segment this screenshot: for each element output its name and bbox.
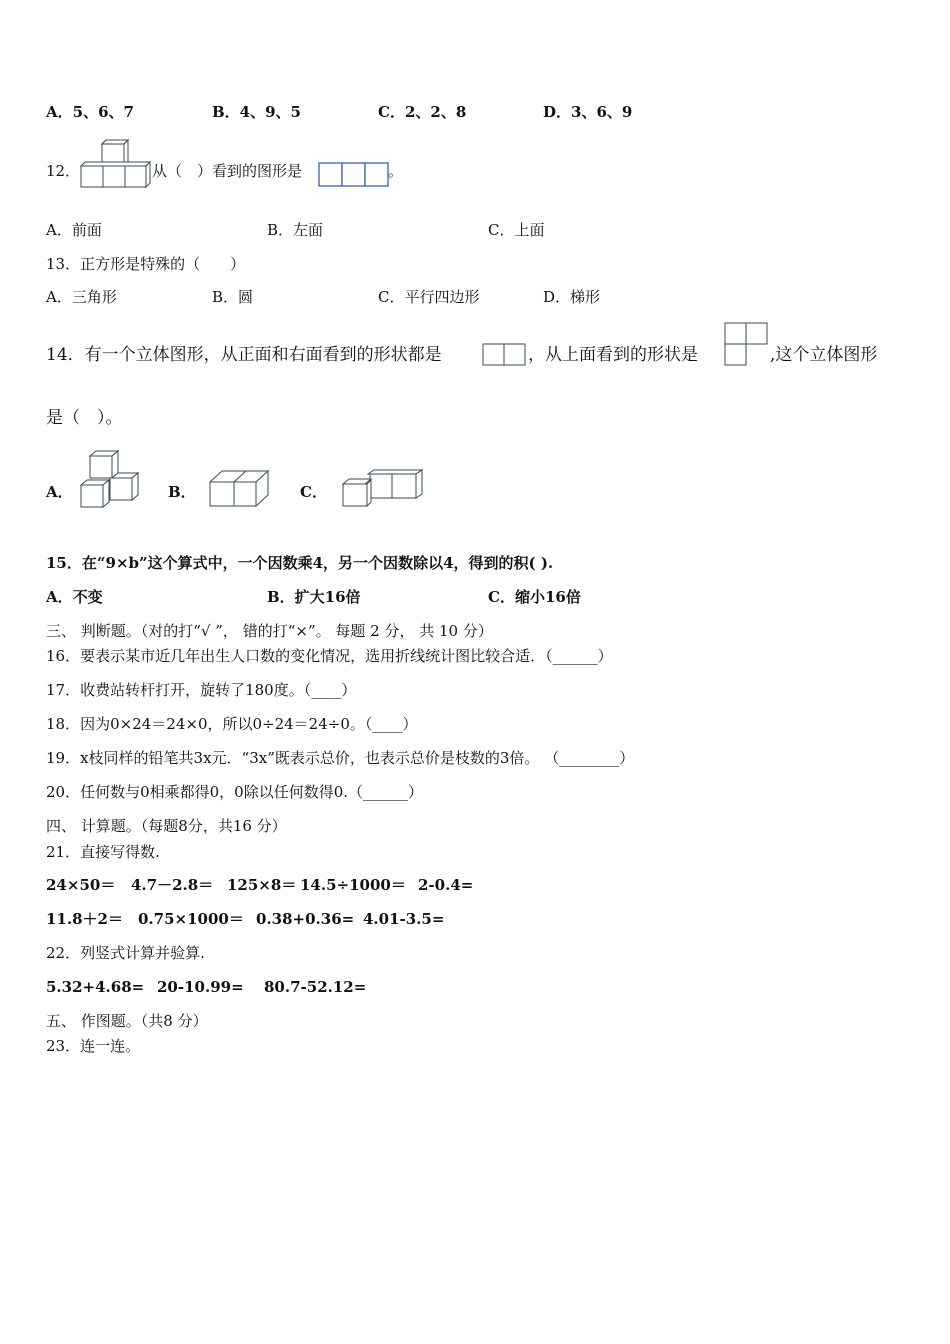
q14-line2: 是（ ）。 <box>46 408 123 428</box>
q20-item: 20．任何数与0相乘都得0，0除以任何数得0.（______） <box>46 783 424 801</box>
q13-option-b: B．圆 <box>212 288 254 306</box>
q12-text-before: 从（ ）看到的图形是 <box>152 162 303 180</box>
q14-part1: 14．有一个立体图形，从正面和右面看到的形状都是 <box>46 345 442 365</box>
q12-text-after: 。 <box>388 162 404 180</box>
q14-option-c: C． <box>300 483 327 501</box>
section5-heading: 五、 作图题。（共8 分） <box>46 1012 208 1030</box>
q14-part3: ,这个立体图形 <box>770 345 878 365</box>
q11-option-a: A．5、6、7 <box>46 103 134 121</box>
q21-expression: 11.8＋2＝ <box>46 910 123 928</box>
q21-expression: 2-0.4= <box>418 876 474 894</box>
q15-option-c: C．缩小16倍 <box>488 588 581 606</box>
section4-heading: 四、 计算题。（每题8分，共16 分） <box>46 817 287 835</box>
q17-item: 17．收费站转杆打开，旋转了180度。（____） <box>46 681 357 699</box>
q21-expression: 0.75×1000＝ <box>138 910 244 928</box>
q21-expression: 24×50＝ <box>46 876 116 894</box>
q16-item: 16．要表示某市近几年出生人口数的变化情况，选用折线统计图比较合适．（______） <box>46 647 613 665</box>
q21-stem: 21．直接写得数. <box>46 843 160 861</box>
q22-expression: 5.32+4.68= <box>46 978 145 996</box>
q12-option-b: B．左面 <box>267 221 324 239</box>
q14-top-view-figure <box>724 322 770 368</box>
q14-option-b: B． <box>168 483 196 501</box>
q21-expression: 4.7－2.8＝ <box>131 876 214 894</box>
q22-expression: 80.7-52.12= <box>264 978 367 996</box>
q13-stem: 13．正方形是特殊的（ ） <box>46 255 246 273</box>
q13-option-d: D．梯形 <box>543 288 601 306</box>
section3-heading: 三、 判断题。（对的打“√ ”， 错的打“×”。 每题 2 分， 共 10 分） <box>46 622 493 640</box>
q11-option-c: C．2、2、8 <box>378 103 467 121</box>
q14-front-view-figure <box>482 343 528 367</box>
q12-cube-figure <box>80 136 152 188</box>
q21-expression: 0.38+0.36= <box>256 910 355 928</box>
q13-option-a: A．三角形 <box>46 288 117 306</box>
q23-stem: 23．连一连。 <box>46 1037 141 1055</box>
q15-stem: 15．在“9×b”这个算式中，一个因数乘4，另一个因数除以4，得到的积( ). <box>46 554 554 572</box>
q22-stem: 22．列竖式计算并验算. <box>46 944 205 962</box>
q14-option-a-figure <box>78 450 142 510</box>
q18-item: 18．因为0×24＝24×0，所以0÷24＝24÷0。（____） <box>46 715 418 733</box>
q14-option-c-figure <box>340 466 426 510</box>
q15-option-a: A．不变 <box>46 588 103 606</box>
q13-option-c: C．平行四边形 <box>378 288 480 306</box>
q11-option-b: B．4、9、5 <box>212 103 301 121</box>
q12-option-a: A．前面 <box>46 221 102 239</box>
q22-expression: 20-10.99= <box>157 978 244 996</box>
q12-view-figure <box>318 162 390 188</box>
q19-item: 19．x枝同样的铅笔共3x元．“3x”既表示总价，也表示总价是枝数的3倍。 （________） <box>46 749 635 767</box>
q15-option-b: B．扩大16倍 <box>267 588 361 606</box>
q14-option-a: A． <box>46 483 73 501</box>
q14-option-b-figure <box>206 466 272 510</box>
q21-expression: 125×8＝ <box>227 876 297 894</box>
q21-expression: 4.01-3.5= <box>363 910 445 928</box>
q11-option-d: D．3、6、9 <box>543 103 633 121</box>
q14-part2: ，从上面看到的形状是 <box>528 345 698 365</box>
q12-number: 12． <box>46 162 81 180</box>
q21-expression: 14.5÷1000＝ <box>300 876 406 894</box>
q12-option-c: C．上面 <box>488 221 545 239</box>
